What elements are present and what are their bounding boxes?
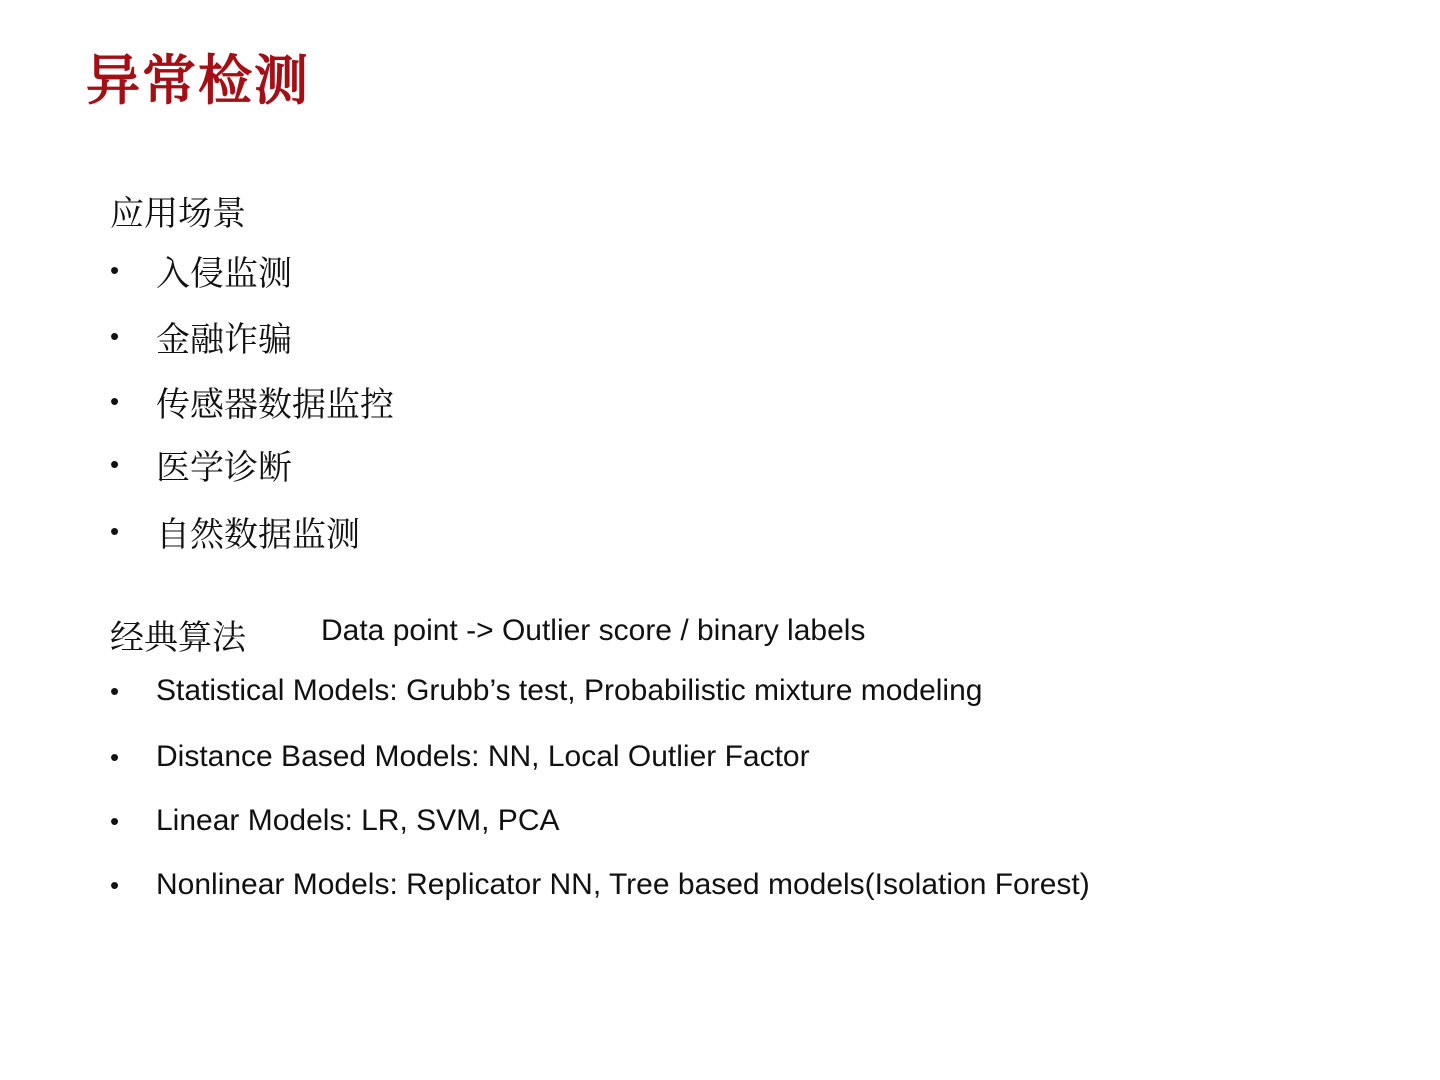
scenario-item-text: 医学诊断 <box>156 448 292 488</box>
list-item <box>110 674 982 708</box>
algorithms-note: Data point -> Outlier score / binary labels <box>321 614 866 647</box>
bullet: • <box>110 449 120 479</box>
list-item <box>110 246 292 295</box>
algorithm-item-text: Nonlinear Models: Replicator NN, Tree based models(Isolation Forest) <box>156 868 1090 901</box>
list-item <box>110 377 394 426</box>
bullet: • <box>110 741 120 772</box>
bullet: • <box>110 386 120 416</box>
list-item <box>110 312 292 361</box>
scenario-item-text: 自然数据监测 <box>156 515 360 555</box>
slide-title: 异常检测 <box>86 49 310 112</box>
bullet: • <box>110 805 120 836</box>
list-item <box>110 507 360 556</box>
algorithm-item-text: Distance Based Models: NN, Local Outlier Factor <box>156 740 810 773</box>
bullet: • <box>110 675 120 706</box>
list-item <box>110 804 560 838</box>
bullet: • <box>110 321 120 351</box>
list-item <box>110 868 1090 902</box>
algorithm-item-text: Statistical Models: Grubb’s test, Probabilistic mixture modeling <box>156 674 983 707</box>
scenarios-heading: 应用场景 <box>110 194 246 234</box>
bullet: • <box>110 516 120 546</box>
scenario-item-text: 入侵监测 <box>156 254 292 294</box>
list-item <box>110 440 292 489</box>
list-item <box>110 740 810 774</box>
bullet: • <box>110 255 120 285</box>
algorithms-heading: 经典算法 <box>110 618 246 658</box>
scenario-item-text: 传感器数据监控 <box>156 385 394 425</box>
scenario-item-text: 金融诈骗 <box>156 320 292 360</box>
bullet: • <box>110 869 120 900</box>
algorithm-item-text: Linear Models: LR, SVM, PCA <box>156 804 560 837</box>
